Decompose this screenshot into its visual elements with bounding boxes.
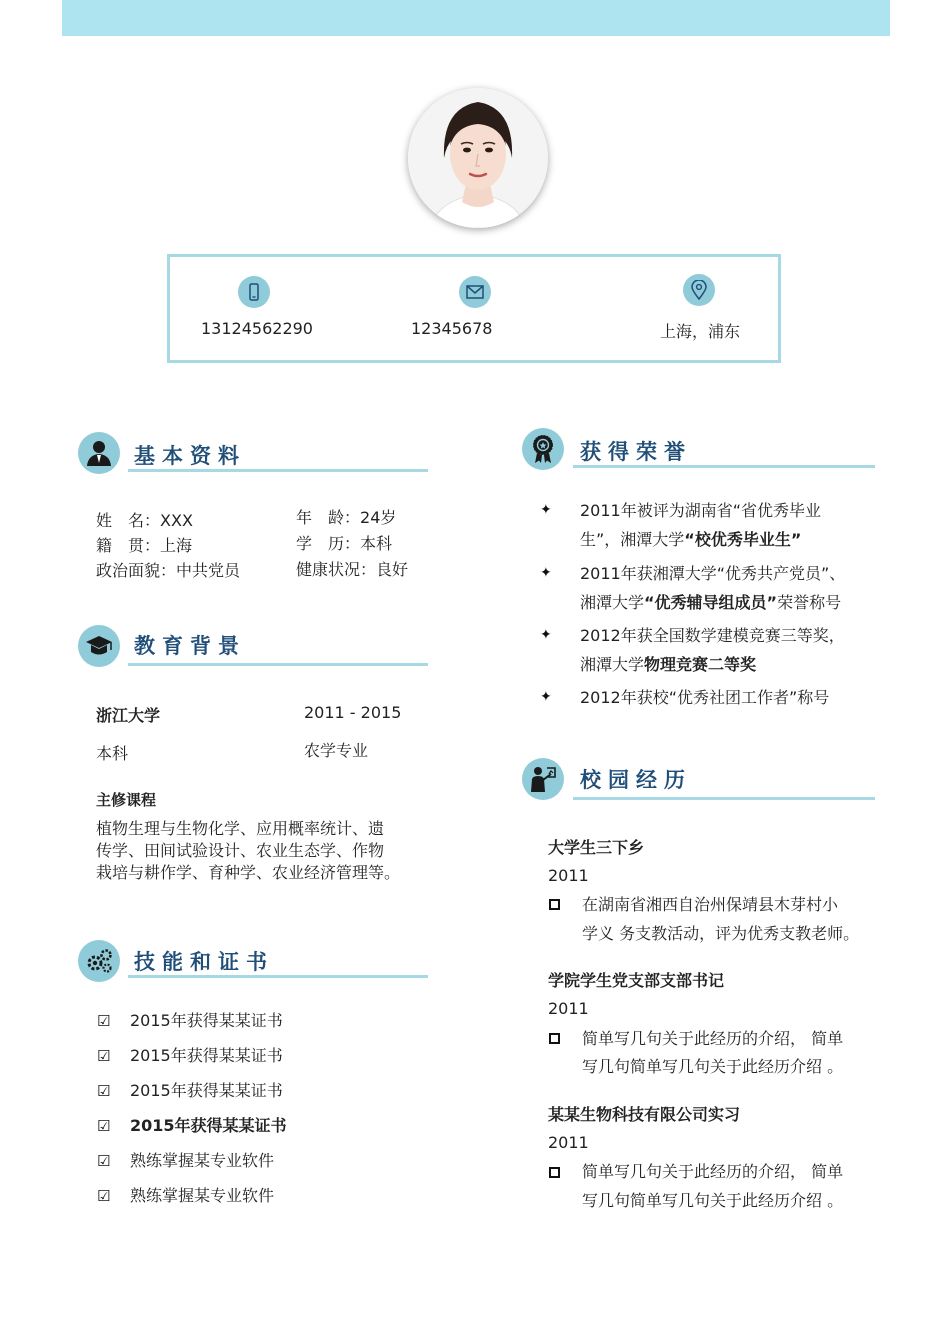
basic-edu-row: 学 历：本科 bbox=[296, 534, 393, 553]
campus-item-desc: 学义 务支教活动，评为优秀支教老师。 bbox=[582, 924, 860, 943]
campus-item-desc: 简单写几句关于此经历的介绍， 简单 bbox=[582, 1029, 844, 1048]
education-courses-line: 植物生理与生物化学、应用概率统计、遗 bbox=[96, 819, 385, 838]
basic-health-row: 健康状况：良好 bbox=[296, 560, 409, 579]
skill-item: 2015年获得某某证书 bbox=[130, 1116, 287, 1135]
campus-item-year: 2011 bbox=[548, 866, 589, 885]
skill-item: 2015年获得某某证书 bbox=[130, 1011, 283, 1030]
campus-item-year: 2011 bbox=[548, 1133, 589, 1152]
education-degree: 本科 bbox=[96, 744, 129, 763]
education-divider bbox=[128, 663, 428, 666]
honor-line: 湘潭大学“优秀辅导组成员”荣誉称号 bbox=[580, 593, 842, 612]
skills-divider bbox=[128, 975, 428, 978]
checkbox-icon: ☑ bbox=[97, 1152, 111, 1170]
campus-item-title: 大学生三下乡 bbox=[548, 838, 645, 857]
star-bullet-icon: ✦ bbox=[540, 565, 552, 581]
skill-item: 熟练掌握某专业软件 bbox=[130, 1151, 275, 1170]
contact-phone: 13124562290 bbox=[201, 319, 313, 338]
education-courses-line: 栽培与耕作学、育种学、农业经济管理等。 bbox=[96, 863, 401, 882]
gears-icon bbox=[78, 940, 120, 982]
campus-section-title: 校园经历 bbox=[580, 768, 692, 792]
skill-item: 2015年获得某某证书 bbox=[130, 1046, 283, 1065]
contact-location: 上海，浦东 bbox=[660, 322, 741, 341]
checkbox-icon: ☑ bbox=[97, 1082, 111, 1100]
mail-icon bbox=[459, 276, 491, 308]
honors-section-title: 获得荣誉 bbox=[580, 440, 692, 464]
portrait-illustration bbox=[408, 88, 548, 228]
star-bullet-icon: ✦ bbox=[540, 502, 552, 518]
education-years: 2011 - 2015 bbox=[304, 703, 402, 722]
top-band bbox=[62, 0, 890, 36]
award-badge-icon bbox=[522, 428, 564, 470]
checkbox-icon: ☑ bbox=[97, 1012, 111, 1030]
campus-divider bbox=[573, 797, 875, 800]
checkbox-icon: ☑ bbox=[97, 1117, 111, 1135]
contact-box bbox=[167, 254, 781, 363]
checkbox-icon: ☑ bbox=[97, 1187, 111, 1205]
honor-line: 生”，湘潭大学“校优秀毕业生” bbox=[580, 530, 802, 549]
basic-divider bbox=[128, 469, 428, 472]
basic-age-row: 年 龄：24岁 bbox=[296, 508, 397, 527]
campus-item-desc: 简单写几句关于此经历的介绍， 简单 bbox=[582, 1162, 844, 1181]
basic-section-title: 基本资料 bbox=[134, 444, 246, 468]
square-bullet-icon bbox=[549, 1167, 560, 1178]
location-pin-icon bbox=[683, 274, 715, 306]
honor-line: 2011年获湘潭大学“优秀共产党员”、 bbox=[580, 564, 846, 583]
campus-item-desc: 在湖南省湘西自治州保靖县木芽村小 bbox=[582, 895, 839, 914]
graduation-cap-icon bbox=[78, 625, 120, 667]
star-bullet-icon: ✦ bbox=[540, 627, 552, 643]
honor-line: 2011年被评为湖南省“省优秀毕业 bbox=[580, 501, 822, 520]
education-courses-line: 传学、田间试验设计、农业生态学、作物 bbox=[96, 841, 385, 860]
presenter-icon bbox=[522, 758, 564, 800]
basic-name-row: 姓 名：XXX bbox=[96, 511, 193, 530]
basic-native-row: 籍 贯：上海 bbox=[96, 536, 193, 555]
education-major: 农学专业 bbox=[304, 741, 369, 760]
honor-line: 湘潭大学物理竞赛二等奖 bbox=[580, 655, 757, 674]
campus-item-year: 2011 bbox=[548, 999, 589, 1018]
checkbox-icon: ☑ bbox=[97, 1047, 111, 1065]
campus-item-title: 某某生物科技有限公司实习 bbox=[548, 1105, 741, 1124]
campus-item-desc: 写几句简单写几句关于此经历介绍 。 bbox=[582, 1191, 844, 1210]
education-courses-title: 主修课程 bbox=[96, 791, 157, 809]
honors-divider bbox=[573, 465, 875, 468]
profile-photo bbox=[408, 88, 548, 228]
campus-item-desc: 写几句简单写几句关于此经历介绍 。 bbox=[582, 1057, 844, 1076]
basic-politics-row: 政治面貌：中共党员 bbox=[96, 561, 241, 580]
skill-item: 2015年获得某某证书 bbox=[130, 1081, 283, 1100]
skill-item: 熟练掌握某专业软件 bbox=[130, 1186, 275, 1205]
contact-qq: 12345678 bbox=[411, 319, 493, 338]
phone-icon bbox=[238, 276, 270, 308]
star-bullet-icon: ✦ bbox=[540, 689, 552, 705]
campus-item-title: 学院学生党支部支部书记 bbox=[548, 971, 725, 990]
square-bullet-icon bbox=[549, 899, 560, 910]
education-school: 浙江大学 bbox=[96, 706, 161, 725]
honor-line: 2012年获全国数学建模竞赛三等奖， bbox=[580, 626, 845, 645]
skills-section-title: 技能和证书 bbox=[134, 950, 274, 974]
education-section-title: 教育背景 bbox=[134, 634, 246, 658]
person-icon bbox=[78, 432, 120, 474]
honor-line: 2012年获校“优秀社团工作者”称号 bbox=[580, 688, 830, 707]
square-bullet-icon bbox=[549, 1033, 560, 1044]
